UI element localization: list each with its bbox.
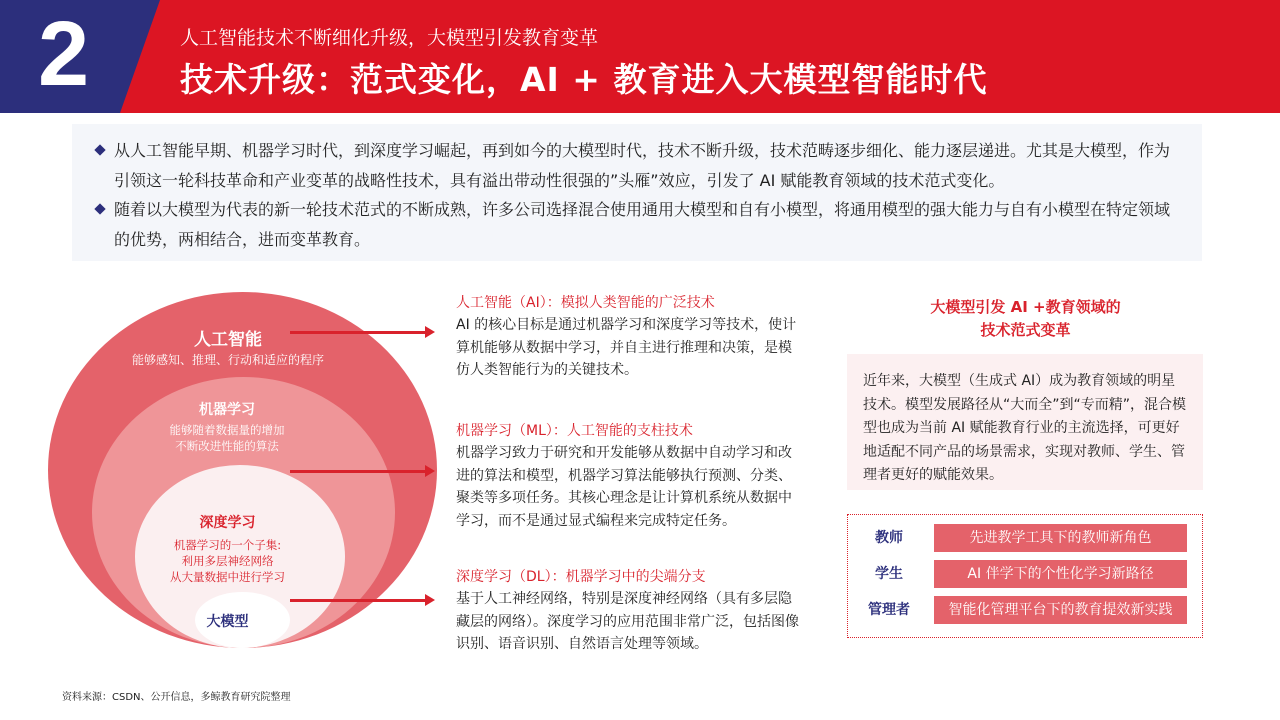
role-desc-bar: 先进教学工具下的教师新角色: [934, 524, 1187, 552]
right-panel-title: [848, 296, 1203, 342]
right-panel-title-line: 技术范式变革: [980, 321, 1071, 339]
intro-bullet-text: 随着以大模型为代表的新一轮技术范式的不断成熟，许多公司选择混合使用通用大模型和自有小模型，将通用模型的强大能力与自有小模型在特定领域的优势，两相结合，进而变革教育。: [114, 200, 1171, 249]
circle-ai-title: 人工智能: [194, 330, 262, 350]
source-note: 资料来源：CSDN、公开信息，多鲸教育研究院整理: [62, 692, 291, 703]
arrow-right-icon: [290, 599, 426, 602]
circle-ml-desc-line: 不断改进性能的算法: [175, 439, 279, 453]
role-row-student: [848, 560, 1202, 588]
right-panel-summary: 近年来，大模型（生成式 AI）成为教育领域的明星技术。模型发展路径从“大而全”到“专而精”，混合模型也成为当前 AI 赋能教育行业的主流选择，可更好地适配不同产品的场景需求，实现对教师、学生、管理者更好的赋能效果。: [847, 354, 1203, 490]
page-subtitle: 人工智能技术不断细化升级，大模型引发教育变革: [180, 27, 599, 49]
circle-ml-title: 机器学习: [199, 402, 255, 418]
role-row-teacher: [848, 524, 1202, 552]
arrow-right-icon: [290, 470, 426, 473]
role-name: 管理者: [868, 602, 910, 618]
circle-dl-desc-line: 利用多层神经网络: [181, 554, 274, 568]
definition-body: 基于人工神经网络，特别是深度神经网络（具有多层隐藏层的网络）。深度学习的应用范围非常广泛，包括图像识别、语音识别、自然语言处理等领域。: [456, 591, 799, 652]
definition-ai: [456, 293, 801, 382]
circle-ml-desc: [92, 422, 362, 454]
role-name: 学生: [875, 566, 903, 582]
circle-dl-desc: [135, 537, 320, 585]
circle-ai-desc: 能够感知、推理、行动和适应的程序: [131, 353, 324, 367]
definition-ml: [456, 421, 801, 532]
role-row-manager: [848, 596, 1202, 624]
right-panel-title-line: 大模型引发 AI +教育领域的: [930, 298, 1121, 316]
definition-dl: [456, 567, 801, 656]
definition-body: 机器学习致力于研究和开发能够从数据中自动学习和改进的算法和模型，机器学习算法能够执行预测、分类、聚类等多项任务。其核心理念是让计算机系统从数据中学习，而不是通过显式编程来完成特定任务。: [456, 445, 792, 529]
definition-title: 深度学习（DL）：机器学习中的尖端分支: [456, 569, 706, 585]
circle-dl-desc-line: 从大量数据中进行学习: [170, 570, 285, 584]
role-name: 教师: [875, 530, 903, 546]
section-number: 2: [38, 3, 90, 105]
role-desc-bar: AI 伴学下的个性化学习新路径: [934, 560, 1187, 588]
definition-title: 人工智能（AI）：模拟人类智能的广泛技术: [456, 295, 715, 311]
circle-dl-title: 深度学习: [199, 515, 256, 531]
page-title: 技术升级：范式变化，AI + 教育进入大模型智能时代: [180, 60, 988, 99]
circle-dl-desc-line: 机器学习的一个子集:: [173, 538, 282, 552]
circle-large-model-title: 大模型: [206, 614, 249, 630]
definition-title: 机器学习（ML）：人工智能的支柱技术: [456, 423, 693, 439]
definition-body: AI 的核心目标是通过机器学习和深度学习等技术，使计算机能够从数据中学习，并自主进行推理和决策，是模仿人类智能行为的关键技术。: [456, 317, 797, 378]
roles-box: [847, 514, 1203, 638]
role-desc-bar: 智能化管理平台下的教育提效新实践: [934, 596, 1187, 624]
intro-bullet-text: 从人工智能早期、机器学习时代，到深度学习崛起，再到如今的大模型时代，技术不断升级，技术范畴逐步细化、能力逐层递进。尤其是大模型，作为引领这一轮科技革命和产业变革的战略性技术，具有溢出带动性很强的”头雁”效应，引发了 AI 赋能教育领域的技术范式变化。: [114, 141, 1171, 190]
nested-circles-diagram: [0, 0, 460, 720]
circle-ml-desc-line: 能够随着数据量的增加: [169, 423, 285, 437]
arrow-right-icon: [290, 331, 426, 334]
